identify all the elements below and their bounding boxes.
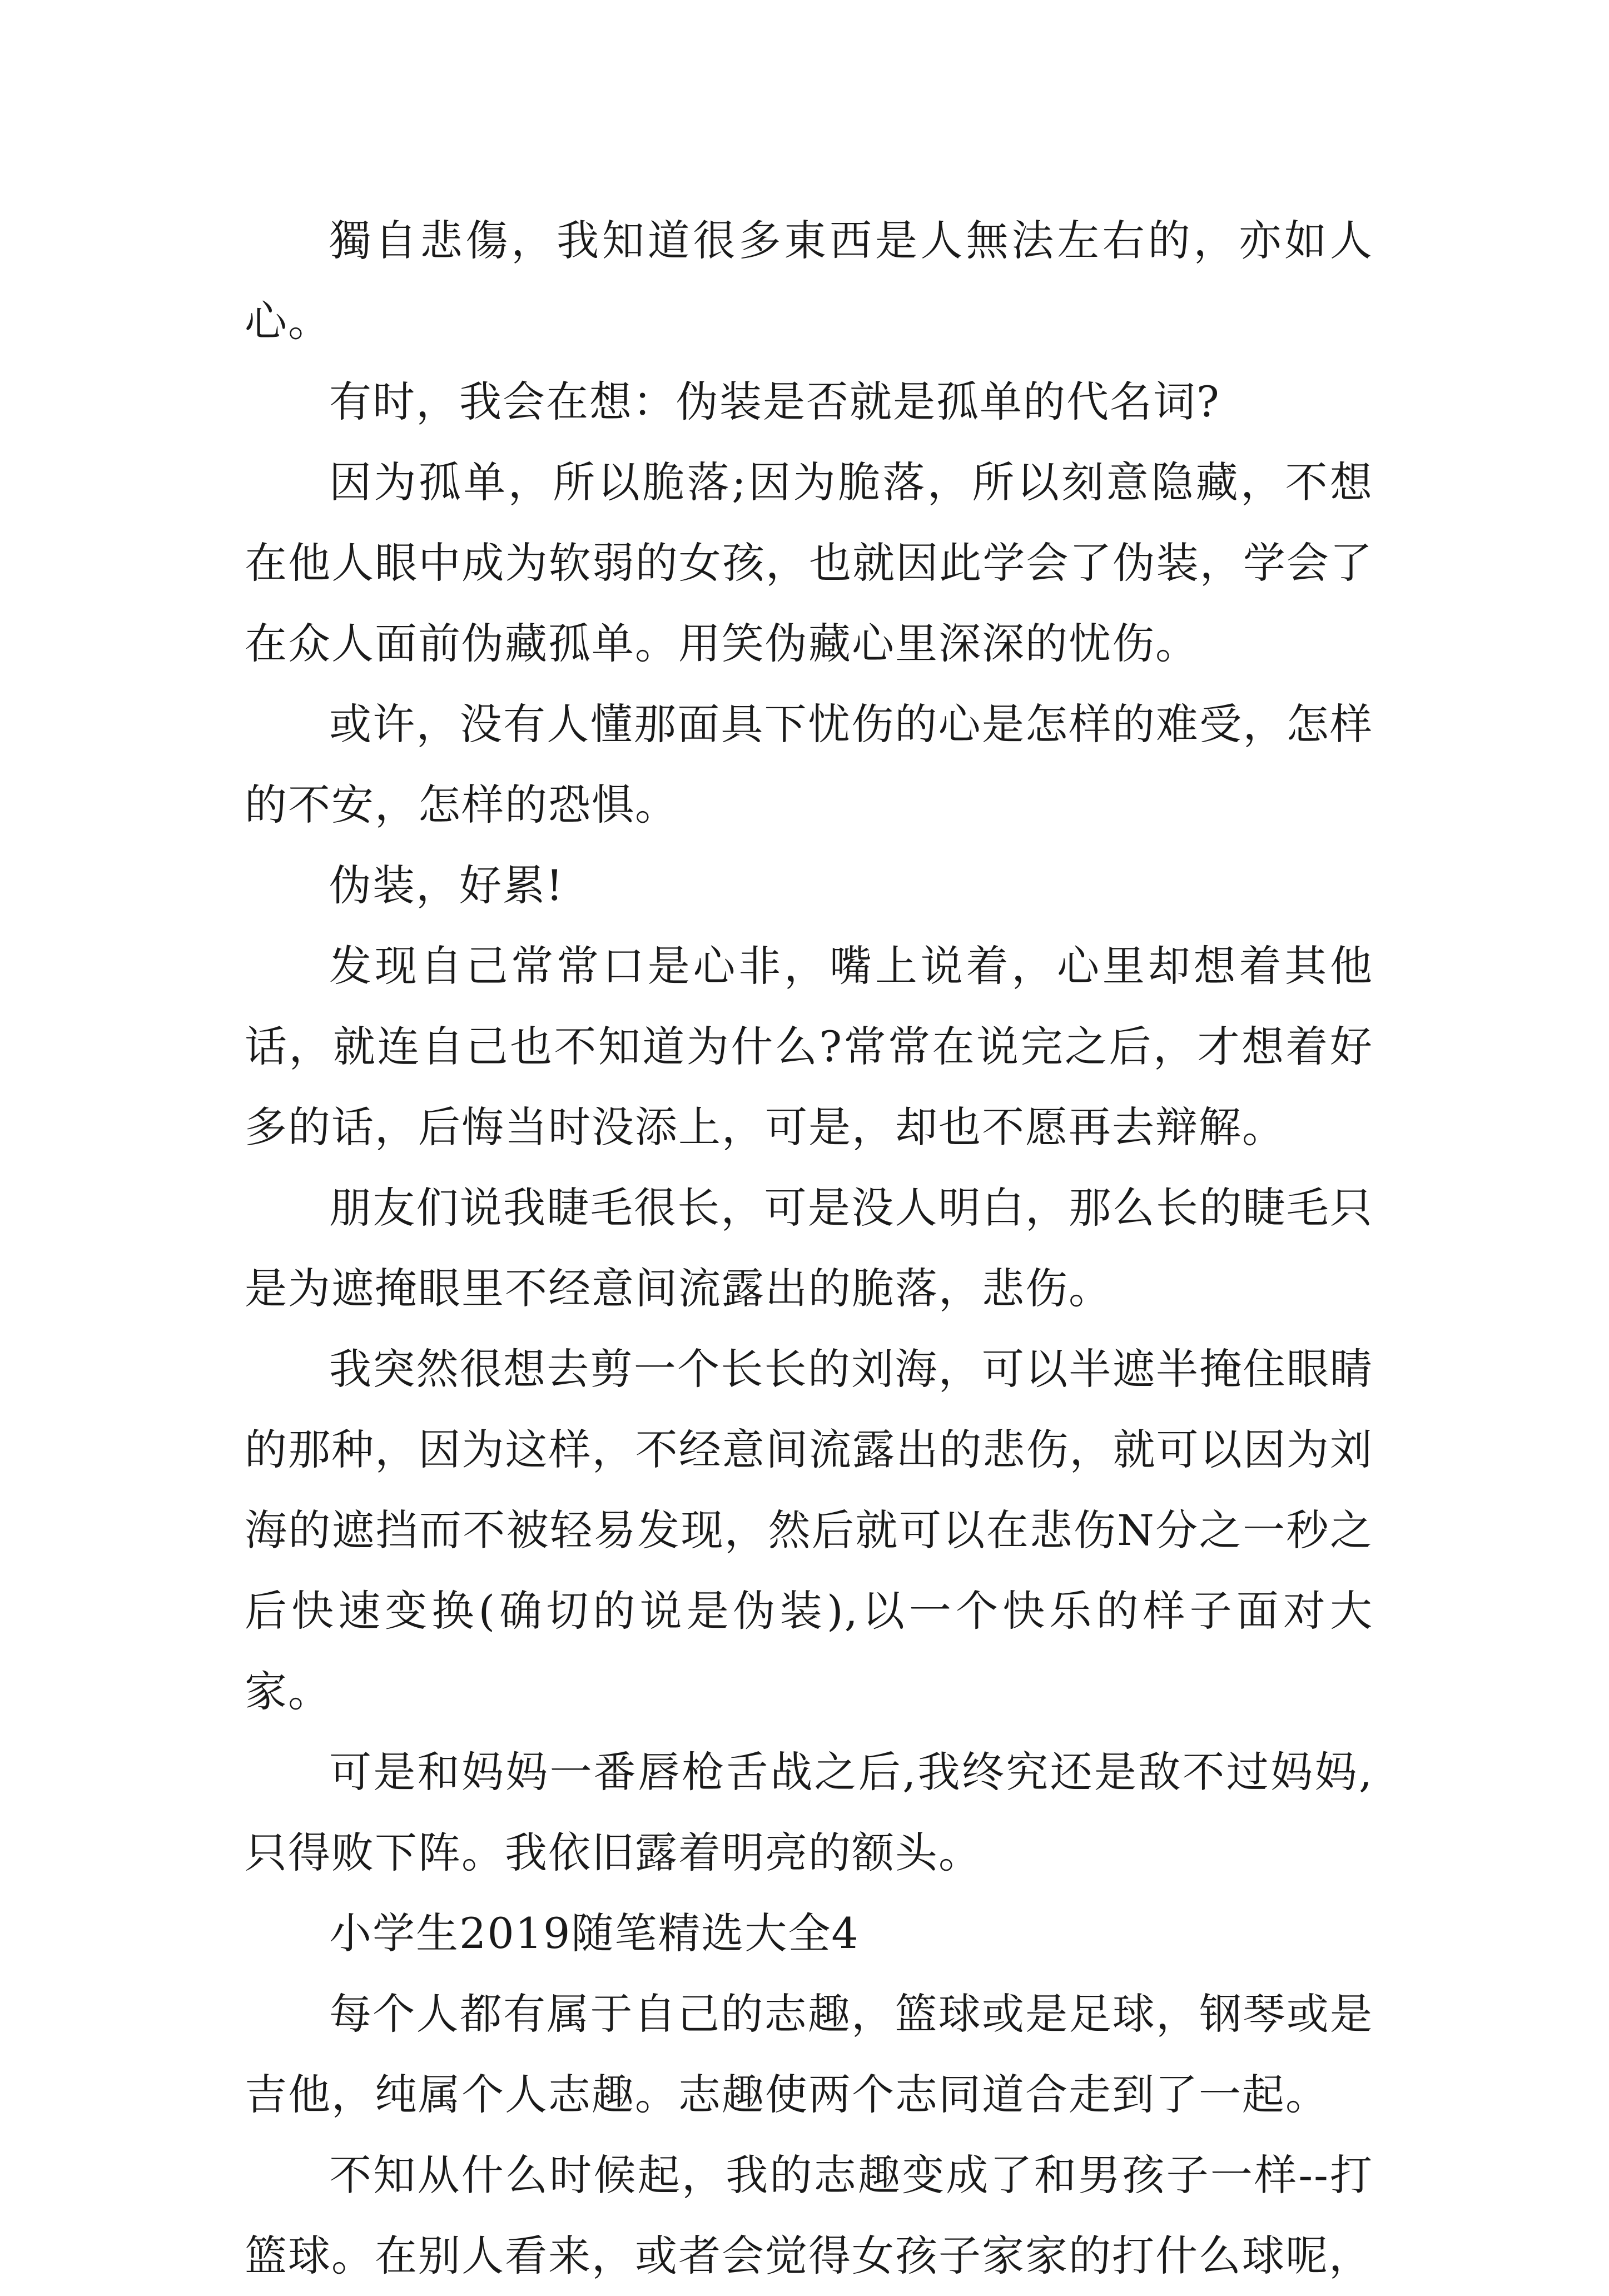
paragraph: 我突然很想去剪一个长长的刘海，可以半遮半掩住眼睛的那种，因为这样，不经意间流露出的悲伤，就可以因为刘海的遮挡而不被轻易发现，然后就可以在悲伤N分之一秒之后快速变换(确切的说是伪装),以一个快乐的样子面对大家。 [245,1344,1373,1716]
paragraph: 可是和妈妈一番唇枪舌战之后,我终究还是敌不过妈妈,只得败下阵。我依旧露着明亮的额头。 [245,1747,1373,1877]
paragraph: 不知从什么时候起，我的志趣变成了和男孩子一样--打篮球。在别人看来，或者会觉得女孩子家家的打什么球呢， [245,2150,1373,2280]
paragraph: 发现自己常常口是心非，嘴上说着，心里却想着其他话，就连自己也不知道为什么?常常在说完之后，才想着好多的话，后悔当时没添上，可是，却也不愿再去辩解。 [245,941,1373,1152]
paragraph: 獨自悲傷，我知道很多東西是人無法左右的，亦如人心。 [245,216,1373,346]
paragraph: 有时，我会在想：伪装是否就是孤单的代名词? [329,377,1220,426]
paragraph: 朋友们说我睫毛很长，可是没人明白，那么长的睫毛只是为遮掩眼里不经意间流露出的脆落，悲伤。 [245,1183,1373,1313]
section-heading: 小学生2019随笔精选大全4 [329,1909,860,1958]
document-body [245,200,1373,2296]
paragraph: 因为孤单，所以脆落;因为脆落，所以刻意隐藏，不想在他人眼中成为软弱的女孩，也就因此学会了伪装，学会了在众人面前伪藏孤单。用笑伪藏心里深深的忧伤。 [245,458,1373,668]
paragraph: 或许，没有人懂那面具下忧伤的心是怎样的难受，怎样的不安，怎样的恐惧。 [245,699,1373,829]
paragraph: 伪装，好累! [329,861,564,910]
paragraph: 每个人都有属于自己的志趣，篮球或是足球，钢琴或是吉他，纯属个人志趣。志趣使两个志同道合走到了一起。 [245,1989,1373,2119]
